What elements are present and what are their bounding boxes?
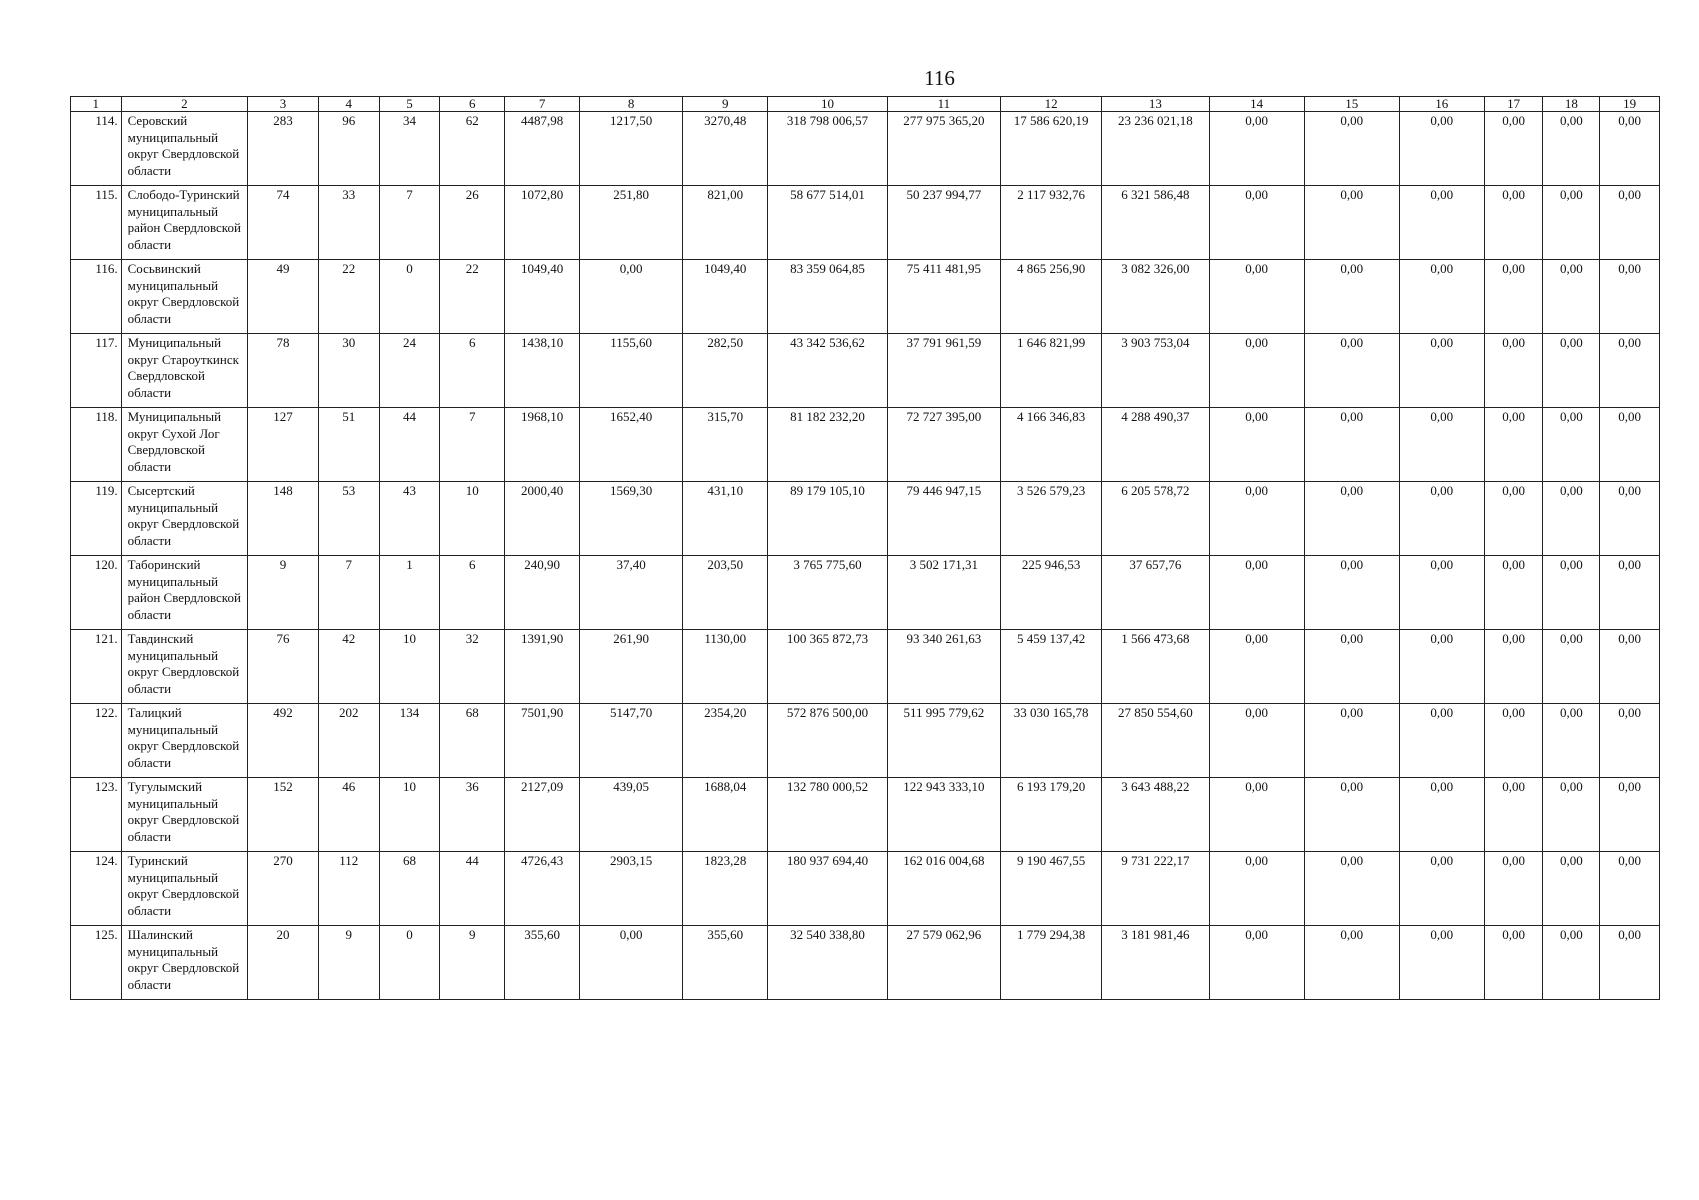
cell-col-3: 283: [248, 112, 319, 186]
cell-col-18: 0,00: [1543, 556, 1600, 630]
cell-col-10: 132 780 000,52: [768, 778, 887, 852]
column-header-16: 16: [1399, 97, 1484, 112]
cell-col-13: 1 566 473,68: [1102, 630, 1209, 704]
cell-col-16: 0,00: [1399, 186, 1484, 260]
cell-col-18: 0,00: [1543, 630, 1600, 704]
cell-col-7: 1968,10: [505, 408, 580, 482]
cell-col-6: 68: [440, 704, 505, 778]
cell-col-9: 2354,20: [683, 704, 768, 778]
cell-col-8: 0,00: [580, 260, 683, 334]
cell-col-18: 0,00: [1543, 112, 1600, 186]
cell-col-12: 33 030 165,78: [1001, 704, 1102, 778]
cell-col-7: 2000,40: [505, 482, 580, 556]
column-header-17: 17: [1484, 97, 1543, 112]
municipality-name: Сосьвинский муниципальный округ Свердловской области: [121, 260, 248, 334]
cell-col-9: 1823,28: [683, 852, 768, 926]
cell-col-7: 240,90: [505, 556, 580, 630]
column-header-4: 4: [318, 97, 379, 112]
cell-col-7: 2127,09: [505, 778, 580, 852]
data-table: [70, 96, 1660, 1000]
cell-col-4: 53: [318, 482, 379, 556]
cell-col-13: 23 236 021,18: [1102, 112, 1209, 186]
row-number: 116.: [71, 260, 122, 334]
cell-col-16: 0,00: [1399, 852, 1484, 926]
cell-col-19: 0,00: [1600, 852, 1660, 926]
cell-col-7: 7501,90: [505, 704, 580, 778]
cell-col-15: 0,00: [1304, 186, 1399, 260]
cell-col-7: 1391,90: [505, 630, 580, 704]
cell-col-11: 37 791 961,59: [887, 334, 1000, 408]
cell-col-4: 30: [318, 334, 379, 408]
cell-col-9: 3270,48: [683, 112, 768, 186]
cell-col-11: 162 016 004,68: [887, 852, 1000, 926]
cell-col-17: 0,00: [1484, 852, 1543, 926]
municipality-name: Тавдинский муниципальный округ Свердловской области: [121, 630, 248, 704]
cell-col-7: 1072,80: [505, 186, 580, 260]
municipality-name: Туринский муниципальный округ Свердловской области: [121, 852, 248, 926]
cell-col-15: 0,00: [1304, 408, 1399, 482]
cell-col-19: 0,00: [1600, 260, 1660, 334]
cell-col-5: 34: [379, 112, 440, 186]
cell-col-8: 251,80: [580, 186, 683, 260]
column-header-3: 3: [248, 97, 319, 112]
cell-col-10: 83 359 064,85: [768, 260, 887, 334]
table-row: [71, 556, 1660, 630]
cell-col-4: 33: [318, 186, 379, 260]
municipality-name: Слободо-Туринский муниципальный район Свердловской области: [121, 186, 248, 260]
cell-col-4: 42: [318, 630, 379, 704]
cell-col-18: 0,00: [1543, 260, 1600, 334]
cell-col-15: 0,00: [1304, 926, 1399, 1000]
cell-col-3: 76: [248, 630, 319, 704]
cell-col-5: 44: [379, 408, 440, 482]
row-number: 119.: [71, 482, 122, 556]
cell-col-13: 9 731 222,17: [1102, 852, 1209, 926]
cell-col-16: 0,00: [1399, 408, 1484, 482]
cell-col-13: 3 643 488,22: [1102, 778, 1209, 852]
cell-col-12: 5 459 137,42: [1001, 630, 1102, 704]
cell-col-17: 0,00: [1484, 334, 1543, 408]
column-header-7: 7: [505, 97, 580, 112]
cell-col-18: 0,00: [1543, 926, 1600, 1000]
column-header-5: 5: [379, 97, 440, 112]
cell-col-11: 50 237 994,77: [887, 186, 1000, 260]
column-header-18: 18: [1543, 97, 1600, 112]
cell-col-6: 7: [440, 408, 505, 482]
row-number: 115.: [71, 186, 122, 260]
cell-col-19: 0,00: [1600, 408, 1660, 482]
cell-col-7: 1438,10: [505, 334, 580, 408]
table-header-row: [71, 97, 1660, 112]
cell-col-15: 0,00: [1304, 112, 1399, 186]
cell-col-5: 43: [379, 482, 440, 556]
cell-col-3: 152: [248, 778, 319, 852]
column-header-13: 13: [1102, 97, 1209, 112]
cell-col-16: 0,00: [1399, 556, 1484, 630]
cell-col-8: 1217,50: [580, 112, 683, 186]
cell-col-4: 96: [318, 112, 379, 186]
cell-col-6: 9: [440, 926, 505, 1000]
cell-col-15: 0,00: [1304, 556, 1399, 630]
cell-col-15: 0,00: [1304, 334, 1399, 408]
table-row: [71, 704, 1660, 778]
table-row: [71, 630, 1660, 704]
cell-col-12: 1 779 294,38: [1001, 926, 1102, 1000]
table-row: [71, 482, 1660, 556]
cell-col-16: 0,00: [1399, 778, 1484, 852]
cell-col-18: 0,00: [1543, 334, 1600, 408]
cell-col-18: 0,00: [1543, 186, 1600, 260]
cell-col-17: 0,00: [1484, 778, 1543, 852]
cell-col-5: 0: [379, 926, 440, 1000]
table-row: [71, 778, 1660, 852]
municipality-name: Муниципальный округ Староуткинск Свердловской области: [121, 334, 248, 408]
cell-col-4: 112: [318, 852, 379, 926]
municipality-name: Шалинский муниципальный округ Свердловской области: [121, 926, 248, 1000]
cell-col-14: 0,00: [1209, 852, 1304, 926]
table-row: [71, 260, 1660, 334]
cell-col-19: 0,00: [1600, 186, 1660, 260]
cell-col-8: 2903,15: [580, 852, 683, 926]
column-header-10: 10: [768, 97, 887, 112]
row-number: 124.: [71, 852, 122, 926]
cell-col-8: 37,40: [580, 556, 683, 630]
table-row: [71, 186, 1660, 260]
cell-col-19: 0,00: [1600, 778, 1660, 852]
cell-col-16: 0,00: [1399, 630, 1484, 704]
cell-col-7: 1049,40: [505, 260, 580, 334]
cell-col-4: 9: [318, 926, 379, 1000]
cell-col-11: 277 975 365,20: [887, 112, 1000, 186]
cell-col-15: 0,00: [1304, 852, 1399, 926]
cell-col-11: 3 502 171,31: [887, 556, 1000, 630]
cell-col-5: 0: [379, 260, 440, 334]
table-row: [71, 408, 1660, 482]
cell-col-3: 20: [248, 926, 319, 1000]
cell-col-12: 6 193 179,20: [1001, 778, 1102, 852]
cell-col-9: 1130,00: [683, 630, 768, 704]
cell-col-3: 49: [248, 260, 319, 334]
cell-col-3: 78: [248, 334, 319, 408]
cell-col-3: 9: [248, 556, 319, 630]
municipality-name: Сысертский муниципальный округ Свердловской области: [121, 482, 248, 556]
row-number: 117.: [71, 334, 122, 408]
cell-col-12: 4 865 256,90: [1001, 260, 1102, 334]
cell-col-9: 821,00: [683, 186, 768, 260]
cell-col-18: 0,00: [1543, 482, 1600, 556]
cell-col-10: 43 342 536,62: [768, 334, 887, 408]
cell-col-12: 1 646 821,99: [1001, 334, 1102, 408]
row-number: 121.: [71, 630, 122, 704]
cell-col-15: 0,00: [1304, 704, 1399, 778]
cell-col-9: 315,70: [683, 408, 768, 482]
cell-col-6: 32: [440, 630, 505, 704]
cell-col-14: 0,00: [1209, 704, 1304, 778]
municipality-name: Таборинский муниципальный район Свердловской области: [121, 556, 248, 630]
cell-col-11: 93 340 261,63: [887, 630, 1000, 704]
column-header-1: 1: [71, 97, 122, 112]
cell-col-17: 0,00: [1484, 482, 1543, 556]
cell-col-4: 202: [318, 704, 379, 778]
table-row: [71, 852, 1660, 926]
table-row: [71, 926, 1660, 1000]
cell-col-13: 6 321 586,48: [1102, 186, 1209, 260]
cell-col-14: 0,00: [1209, 408, 1304, 482]
cell-col-18: 0,00: [1543, 852, 1600, 926]
cell-col-12: 3 526 579,23: [1001, 482, 1102, 556]
cell-col-4: 7: [318, 556, 379, 630]
cell-col-17: 0,00: [1484, 704, 1543, 778]
cell-col-19: 0,00: [1600, 482, 1660, 556]
cell-col-10: 3 765 775,60: [768, 556, 887, 630]
column-header-15: 15: [1304, 97, 1399, 112]
cell-col-6: 62: [440, 112, 505, 186]
cell-col-16: 0,00: [1399, 482, 1484, 556]
cell-col-6: 26: [440, 186, 505, 260]
cell-col-3: 74: [248, 186, 319, 260]
cell-col-5: 10: [379, 778, 440, 852]
cell-col-13: 3 903 753,04: [1102, 334, 1209, 408]
cell-col-18: 0,00: [1543, 408, 1600, 482]
column-header-12: 12: [1001, 97, 1102, 112]
cell-col-12: 225 946,53: [1001, 556, 1102, 630]
cell-col-4: 51: [318, 408, 379, 482]
cell-col-8: 439,05: [580, 778, 683, 852]
cell-col-14: 0,00: [1209, 778, 1304, 852]
row-number: 120.: [71, 556, 122, 630]
cell-col-18: 0,00: [1543, 704, 1600, 778]
cell-col-6: 44: [440, 852, 505, 926]
cell-col-5: 7: [379, 186, 440, 260]
cell-col-16: 0,00: [1399, 260, 1484, 334]
cell-col-16: 0,00: [1399, 704, 1484, 778]
column-header-11: 11: [887, 97, 1000, 112]
cell-col-14: 0,00: [1209, 186, 1304, 260]
row-number: 125.: [71, 926, 122, 1000]
cell-col-9: 282,50: [683, 334, 768, 408]
cell-col-12: 17 586 620,19: [1001, 112, 1102, 186]
row-number: 123.: [71, 778, 122, 852]
cell-col-13: 3 181 981,46: [1102, 926, 1209, 1000]
cell-col-14: 0,00: [1209, 334, 1304, 408]
cell-col-15: 0,00: [1304, 482, 1399, 556]
cell-col-3: 148: [248, 482, 319, 556]
cell-col-11: 122 943 333,10: [887, 778, 1000, 852]
cell-col-12: 2 117 932,76: [1001, 186, 1102, 260]
cell-col-3: 492: [248, 704, 319, 778]
cell-col-8: 1652,40: [580, 408, 683, 482]
column-header-9: 9: [683, 97, 768, 112]
cell-col-15: 0,00: [1304, 260, 1399, 334]
cell-col-18: 0,00: [1543, 778, 1600, 852]
cell-col-10: 81 182 232,20: [768, 408, 887, 482]
cell-col-11: 75 411 481,95: [887, 260, 1000, 334]
cell-col-10: 572 876 500,00: [768, 704, 887, 778]
cell-col-13: 27 850 554,60: [1102, 704, 1209, 778]
page-number: 116: [924, 66, 955, 90]
cell-col-10: 100 365 872,73: [768, 630, 887, 704]
cell-col-19: 0,00: [1600, 630, 1660, 704]
cell-col-6: 6: [440, 334, 505, 408]
cell-col-11: 511 995 779,62: [887, 704, 1000, 778]
cell-col-13: 3 082 326,00: [1102, 260, 1209, 334]
cell-col-14: 0,00: [1209, 482, 1304, 556]
cell-col-10: 180 937 694,40: [768, 852, 887, 926]
cell-col-19: 0,00: [1600, 112, 1660, 186]
cell-col-8: 5147,70: [580, 704, 683, 778]
cell-col-14: 0,00: [1209, 630, 1304, 704]
cell-col-9: 1049,40: [683, 260, 768, 334]
cell-col-9: 431,10: [683, 482, 768, 556]
row-number: 122.: [71, 704, 122, 778]
column-header-8: 8: [580, 97, 683, 112]
cell-col-17: 0,00: [1484, 556, 1543, 630]
cell-col-19: 0,00: [1600, 704, 1660, 778]
municipality-name: Талицкий муниципальный округ Свердловской области: [121, 704, 248, 778]
cell-col-17: 0,00: [1484, 408, 1543, 482]
table-body: [71, 112, 1660, 1000]
cell-col-8: 1155,60: [580, 334, 683, 408]
column-header-19: 19: [1600, 97, 1660, 112]
cell-col-17: 0,00: [1484, 186, 1543, 260]
cell-col-3: 127: [248, 408, 319, 482]
cell-col-16: 0,00: [1399, 112, 1484, 186]
cell-col-4: 22: [318, 260, 379, 334]
cell-col-13: 4 288 490,37: [1102, 408, 1209, 482]
cell-col-9: 203,50: [683, 556, 768, 630]
cell-col-7: 4726,43: [505, 852, 580, 926]
column-header-14: 14: [1209, 97, 1304, 112]
cell-col-17: 0,00: [1484, 926, 1543, 1000]
cell-col-5: 134: [379, 704, 440, 778]
column-header-2: 2: [121, 97, 248, 112]
cell-col-19: 0,00: [1600, 334, 1660, 408]
cell-col-9: 1688,04: [683, 778, 768, 852]
cell-col-5: 24: [379, 334, 440, 408]
cell-col-19: 0,00: [1600, 556, 1660, 630]
cell-col-11: 79 446 947,15: [887, 482, 1000, 556]
cell-col-17: 0,00: [1484, 630, 1543, 704]
municipality-name: Тугулымский муниципальный округ Свердловской области: [121, 778, 248, 852]
row-number: 118.: [71, 408, 122, 482]
municipality-name: Серовский муниципальный округ Свердловской области: [121, 112, 248, 186]
row-number: 114.: [71, 112, 122, 186]
cell-col-7: 4487,98: [505, 112, 580, 186]
cell-col-5: 1: [379, 556, 440, 630]
cell-col-16: 0,00: [1399, 334, 1484, 408]
cell-col-11: 72 727 395,00: [887, 408, 1000, 482]
cell-col-16: 0,00: [1399, 926, 1484, 1000]
cell-col-13: 6 205 578,72: [1102, 482, 1209, 556]
municipality-name: Муниципальный округ Сухой Лог Свердловской области: [121, 408, 248, 482]
cell-col-6: 6: [440, 556, 505, 630]
cell-col-10: 89 179 105,10: [768, 482, 887, 556]
cell-col-15: 0,00: [1304, 630, 1399, 704]
cell-col-9: 355,60: [683, 926, 768, 1000]
cell-col-4: 46: [318, 778, 379, 852]
cell-col-5: 10: [379, 630, 440, 704]
cell-col-8: 1569,30: [580, 482, 683, 556]
cell-col-15: 0,00: [1304, 778, 1399, 852]
cell-col-8: 261,90: [580, 630, 683, 704]
cell-col-12: 4 166 346,83: [1001, 408, 1102, 482]
cell-col-5: 68: [379, 852, 440, 926]
cell-col-14: 0,00: [1209, 112, 1304, 186]
cell-col-17: 0,00: [1484, 112, 1543, 186]
cell-col-10: 318 798 006,57: [768, 112, 887, 186]
table-row: [71, 112, 1660, 186]
cell-col-14: 0,00: [1209, 926, 1304, 1000]
cell-col-6: 10: [440, 482, 505, 556]
cell-col-10: 58 677 514,01: [768, 186, 887, 260]
cell-col-3: 270: [248, 852, 319, 926]
cell-col-13: 37 657,76: [1102, 556, 1209, 630]
column-header-6: 6: [440, 97, 505, 112]
cell-col-6: 36: [440, 778, 505, 852]
cell-col-11: 27 579 062,96: [887, 926, 1000, 1000]
cell-col-14: 0,00: [1209, 556, 1304, 630]
cell-col-17: 0,00: [1484, 260, 1543, 334]
cell-col-12: 9 190 467,55: [1001, 852, 1102, 926]
cell-col-14: 0,00: [1209, 260, 1304, 334]
cell-col-19: 0,00: [1600, 926, 1660, 1000]
cell-col-10: 32 540 338,80: [768, 926, 887, 1000]
cell-col-8: 0,00: [580, 926, 683, 1000]
cell-col-7: 355,60: [505, 926, 580, 1000]
table-row: [71, 334, 1660, 408]
cell-col-6: 22: [440, 260, 505, 334]
